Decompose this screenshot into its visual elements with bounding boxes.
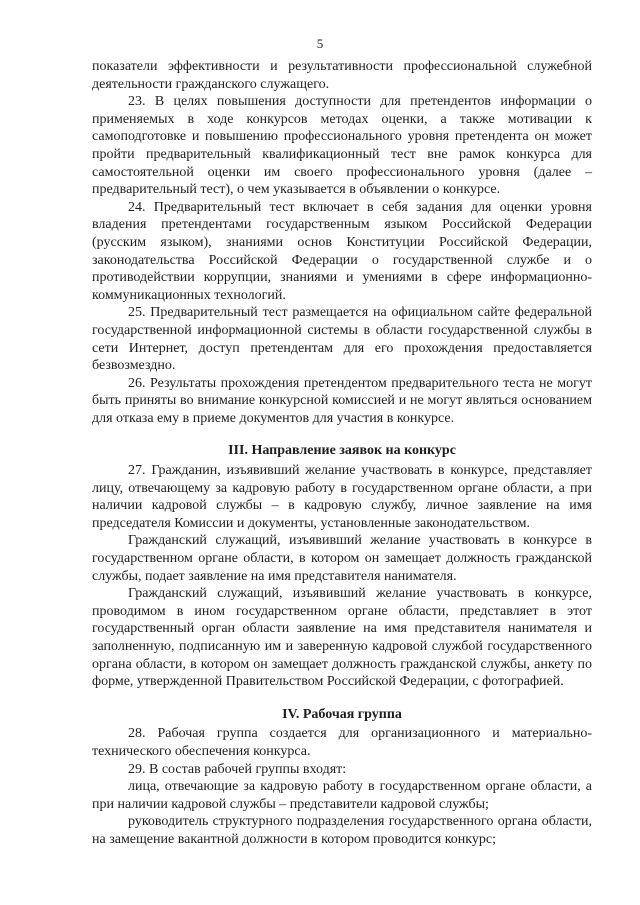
paragraph-25: 25. Предварительный тест размещается на официальном сайте федеральной государственной информационной системы в области государственной службы в сети Интернет, доступ претендентам для его прохождения предоставляется безвозмездно. bbox=[92, 305, 592, 374]
document-body bbox=[92, 58, 592, 849]
page-number: 5 bbox=[316, 36, 324, 51]
paragraph-27-civil-servant-same-organ: Гражданский служащий, изъявивший желание участвовать в конкурсе в государственном органе области, в котором он замещает должность гражданской службы, подает заявление на имя представителя нанимателя. bbox=[92, 533, 592, 584]
paragraph-23: 23. В целях повышения доступности для претендентов информации о применяемых в ходе конкурсов методах оценки, а также мотивации к самоподготовке и повышению профессионального уровня претендента он может пройти предварительный квалификационный тест вне рамок конкурса для самостоятельной оценки им своего профессионального уровня (далее – предварительный тест), о чем указывается в объявлении о конкурсе. bbox=[92, 94, 592, 198]
paragraph-27: 27. Гражданин, изъявивший желание участвовать в конкурсе, представляет лицу, отвечающему за кадровую работу в государственном органе области, а при наличии кадровой службы – в кадровую службу, личное заявление на имя председателя Комиссии и документы, установленные законодательством. bbox=[92, 463, 592, 531]
paragraph-27-civil-servant-other-organ: Гражданский служащий, изъявивший желание участвовать в конкурсе, проводимом в ином государственном органе области, представляет в этот государственный орган области заявление на имя представителя нанимателя и заполненную, подписанную им и заверенную кадровой службой государственного органа области, в котором он замещает должность гражданской службы, анкету по форме, утвержденной Правительством Российской Федерации, с фотографией. bbox=[92, 586, 592, 690]
paragraph-28: 28. Рабочая группа создается для организационного и материально-технического обеспечения конкурса. bbox=[92, 726, 592, 759]
paragraph-24: 24. Предварительный тест включает в себя задания для оценки уровня владения претендентами государственным языком Российской Федерации (русским языком), знаниями основ Конституции Российской Федерации, законодательства Российской Федерации о государственной службе и о противодействии коррупции, знаниями и умениями в сфере информационно-коммуникационных технологий. bbox=[92, 199, 592, 303]
paragraph-29-item-hr: лица, отвечающие за кадровую работу в государственном органе области, а при наличии кадровой службы – представители кадровой службы; bbox=[92, 779, 592, 812]
section-4-heading: IV. Рабочая группа bbox=[282, 706, 402, 722]
paragraph-29-item-head: руководитель структурного подразделения государственного органа области, на замещение вакантной должности в котором проводится конкурс; bbox=[92, 814, 592, 847]
paragraph-29: 29. В состав рабочей группы входят: bbox=[128, 761, 347, 777]
section-3-heading: III. Направление заявок на конкурс bbox=[228, 443, 456, 459]
paragraph-continuation: показатели эффективности и результативности профессиональной служебной деятельности гражданского служащего. bbox=[92, 59, 592, 92]
paragraph-26: 26. Результаты прохождения претендентом предварительного теста не могут быть приняты во внимание конкурсной комиссией и не могут являться основанием для отказа ему в приеме документов для участия в конкурсе. bbox=[92, 375, 592, 426]
